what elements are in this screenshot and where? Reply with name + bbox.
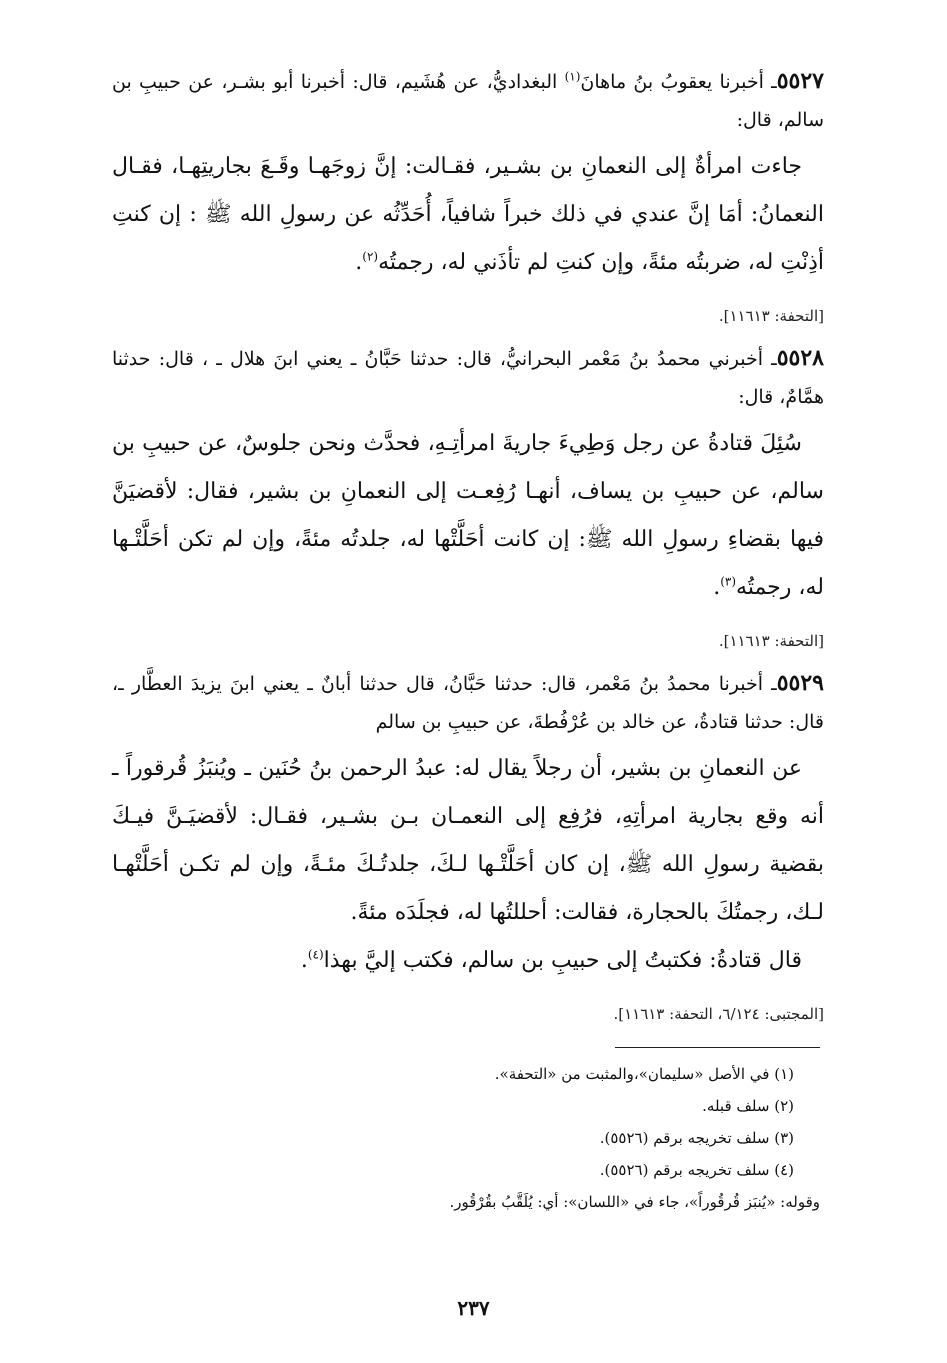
footnote-marker[interactable]: (٣) — [720, 574, 737, 589]
matn-text: سُئِلَ قتادةُ عن رجل وَطِيءَ جاريةَ امرأتِـهِ، فحدَّث ونحن جلوسٌ، عن حبيبِ بن سالم، عن حبيبِ بن يساف، أنهـا رُفِعـت إلى النعمانِ بن بشير، فقال: لأقضيَنَّ فيها بقضاءِ رسولِ الله ﷺ: إن كانت أحَلَّتْها له، جلدتُه مئةً، وإن لم تكن أحَلَّتْـها له، رجمتُه — [112, 431, 824, 600]
hadith-isnad — [112, 664, 824, 741]
footnote-marker[interactable]: (١) — [564, 69, 581, 84]
footnote-marker[interactable]: (٢) — [362, 249, 379, 264]
footnote-item: (١) في الأصل «سليمان»،والمثبت من «التحفة». — [494, 1065, 794, 1083]
footnote-gloss: وقوله: «يُنبَز قُرقُوراً»، جاء في «اللسان»: أي: يُلَقَّبُ بقُرْقُور. — [449, 1193, 820, 1211]
hadith-matn — [112, 745, 824, 937]
isnad-text: ـ أخبرني محمدُ بنُ مَعْمر البحرانيُّ، قال: حدثنا حَبَّانُ ـ يعني ابنَ هلال ـ ، قال: حدثنا همَّامٌ، قال: — [112, 348, 824, 408]
isnad-text: ـ أخبرنا محمدُ بنُ مَعْمر، قال: حدثنا حَبَّانُ، قال حدثنا أبانٌ ـ يعني ابنَ يزيدَ العطَّار ـ، قال: حدثنا قتادةُ، عن خالد بن عُرْفُطةَ، عن حبيبِ بن سالم — [112, 673, 824, 733]
hadith-reference: [التحفة: ١١٦١٣]. — [718, 307, 824, 325]
isnad-text: ـ أخبرنا يعقوبُ بنُ ماهانَ — [580, 71, 777, 93]
isnad-text-rest: البغداديُّ، عن هُشَيم، قال: أخبرنا أبو بشـر، عن حبيبِ بن سالم، قال: — [112, 71, 824, 131]
hadith-matn-continuation — [112, 937, 824, 985]
footnotes — [112, 1058, 820, 1218]
hadith-isnad — [112, 339, 824, 416]
hadith-number: ٥٥٢٩ — [776, 670, 824, 696]
footnote-marker[interactable]: (٤) — [307, 947, 324, 962]
matn-end: . — [355, 250, 363, 275]
footnote-item: (٢) سلف قبله. — [702, 1097, 794, 1115]
footnote-item: (٤) سلف تخريجه برقم (٥٥٢٦). — [599, 1161, 794, 1179]
footnote-divider — [615, 1047, 820, 1048]
footnote-item: (٣) سلف تخريجه برقم (٥٥٢٦). — [599, 1129, 794, 1147]
page-body — [112, 62, 824, 1037]
hadith-number: ٥٥٢٧ — [776, 68, 824, 94]
page-number: ٢٣٧ — [457, 1296, 490, 1320]
hadith-isnad — [112, 62, 824, 139]
hadith-matn — [112, 143, 824, 287]
matn-end: . — [713, 575, 721, 600]
hadith-matn — [112, 420, 824, 612]
matn-text: قال قتادةُ: فكتبتُ إلى حبيبِ بن سالم، فكتب إليَّ بهذا — [323, 948, 802, 973]
hadith-reference: [التحفة: ١١٦١٣]. — [718, 632, 824, 650]
hadith-number: ٥٥٢٨ — [776, 345, 824, 371]
matn-end: . — [300, 948, 308, 973]
matn-text: عن النعمانِ بن بشير، أن رجلاً يقال له: عبدُ الرحمن بنُ حُنَين ـ ويُنبَزُ قُرقوراً ـ أنه وقع بجارية امرأتِهِ، فرُفِع إلى النعمـان بـن بشـير، فقـال: لأقضيَـنَّ فيـكَ بقضية رسولِ الله ﷺ، إن كان أحَلَّتْـها لـكَ، جلدتُـكَ مئـةً، وإن لم تكـن أحَلَّتْهـا لـك، رجمتُكَ بالحجارة، فقالت: أحللتُها له، فجلَدَه مئةً. — [112, 756, 824, 925]
hadith-reference: [المجتبى: ٦/١٢٤، التحفة: ١١٦١٣]. — [613, 1005, 824, 1023]
matn-text: جاءت امرأةٌ إلى النعمانِ بن بشـير، فقـالت: إنَّ زوجَهـا وقَـعَ بجاريتِهـا، فقـال النعمانُ: أمَا إنَّ عندي في ذلك خبراً شافياً، أُحَدِّثُه عن رسولِ الله ﷺ : إن كنتِ أذِنْتِ له، ضربتُه مئةً، وإن كنتِ لم تأذَني له، رجمتُه — [112, 154, 824, 275]
